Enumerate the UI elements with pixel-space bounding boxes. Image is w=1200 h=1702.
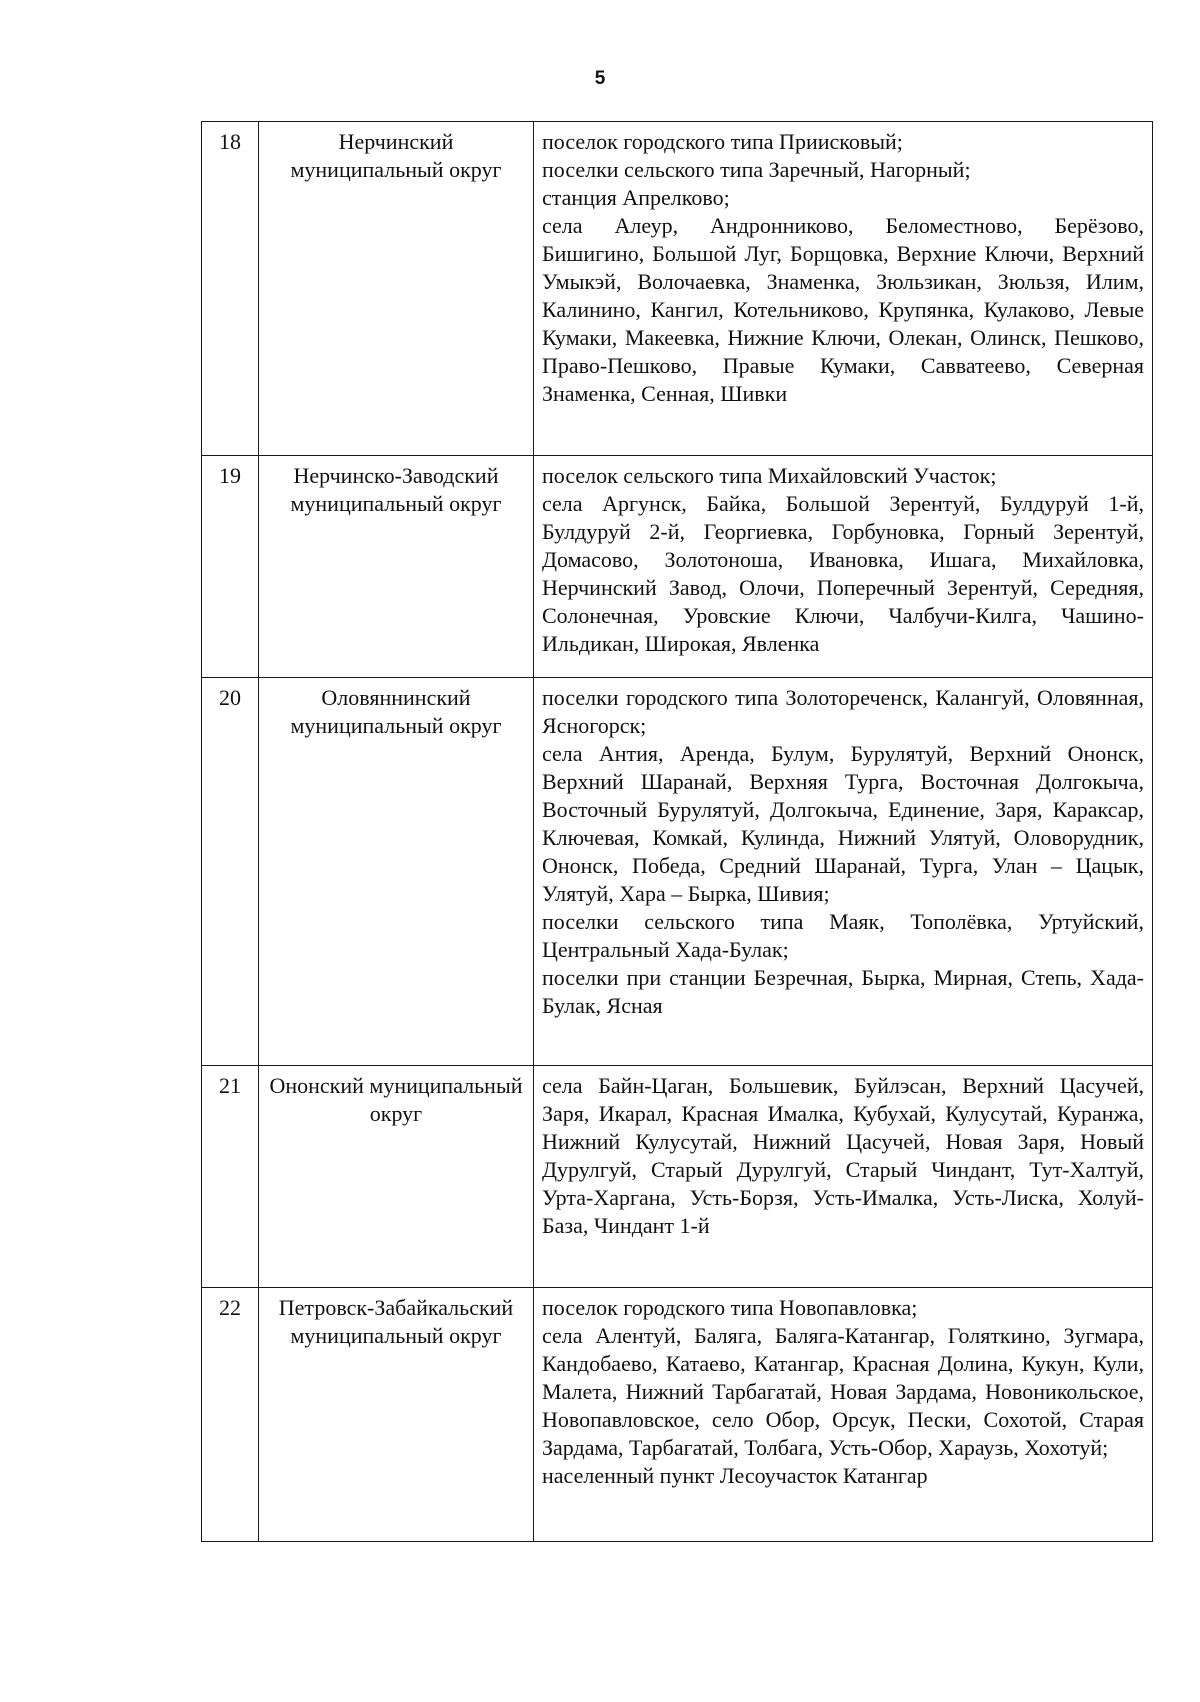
district-name: Ононский муниципальный округ (259, 1066, 534, 1288)
row-number: 18 (202, 122, 259, 456)
districts-table (201, 121, 1153, 1542)
settlement-line: поселки при станции Безречная, Бырка, Мирная, Степь, Хада-Булак, Ясная (542, 965, 1144, 1018)
row-number: 22 (202, 1288, 259, 1542)
settlement-line: села Алентуй, Баляга, Баляга-Катангар, Голяткино, Зугмара, Кандобаево, Катаево, Катангар, Красная Долина, Кукун, Кули, Малета, Нижний Тарбагатай, Новая Зардама, Новоникольское, Новопавловское, село Обор, Орсук, Пески, Сохотой, Старая Зардама, Тарбагатай, Толбага, Усть-Обор, Хараузь, Хохотуй; (542, 1323, 1144, 1460)
settlements-cell (534, 122, 1153, 456)
district-name: Петровск-Забайкальский муниципальный округ (259, 1288, 534, 1542)
settlements-cell (534, 1066, 1153, 1288)
district-name: Оловяннинский муниципальный округ (259, 678, 534, 1066)
settlement-line: поселки сельского типа Маяк, Тополёвка, Уртуйский, Центральный Хада-Булак; (542, 909, 1144, 962)
settlements-cell (534, 678, 1153, 1066)
table-row (202, 456, 1153, 678)
table-row (202, 1288, 1153, 1542)
settlement-line: поселок сельского типа Михайловский Участок; (542, 463, 997, 488)
row-number: 20 (202, 678, 259, 1066)
settlements-cell (534, 1288, 1153, 1542)
settlement-line: поселок городского типа Приисковый; (542, 129, 903, 154)
table-row (202, 678, 1153, 1066)
settlement-line: села Аргунск, Байка, Большой Зерентуй, Булдуруй 1-й, Булдуруй 2-й, Георгиевка, Горбуновка, Горный Зерентуй, Домасово, Золотоноша, Ивановка, Ишага, Михайловка, Нерчинский Завод, Олочи, Поперечный Зерентуй, Середняя, Солонечная, Уровские Ключи, Чалбучи-Килга, Чашино-Ильдикан, Широкая, Явленка (542, 491, 1144, 656)
settlement-line: села Антия, Аренда, Булум, Бурулятуй, Верхний Ононск, Верхний Шаранай, Верхняя Турга, Восточная Долгокыча, Восточный Бурулятуй, Долгокыча, Единение, Заря, Караксар, Ключевая, Комкай, Кулинда, Нижний Улятуй, Оловорудник, Ононск, Победа, Средний Шаранай, Турга, Улан – Цацык, Улятуй, Хара – Бырка, Шивия; (542, 741, 1144, 906)
page-number: 5 (594, 68, 606, 89)
settlement-line: поселки городского типа Золотореченск, Калангуй, Оловянная, Ясногорск; (542, 685, 1144, 738)
settlement-line: населенный пункт Лесоучасток Катангар (542, 1463, 928, 1488)
row-number: 19 (202, 456, 259, 678)
settlement-line: станция Апрелково; (542, 185, 730, 210)
district-name: Нерчинско-Заводский муниципальный округ (259, 456, 534, 678)
settlements-cell (534, 456, 1153, 678)
settlement-line: села Байн-Цаган, Большевик, Буйлэсан, Верхний Цасучей, Заря, Икарал, Красная Ималка, Кубухай, Кулусутай, Куранжа, Нижний Кулусутай, Нижний Цасучей, Новая Заря, Новый Дурулгуй, Старый Дурулгуй, Старый Чиндант, Тут-Халтуй, Урта-Харгана, Усть-Борзя, Усть-Ималка, Усть-Лиска, Холуй-База, Чиндант 1-й (542, 1073, 1144, 1238)
settlement-line: поселки сельского типа Заречный, Нагорный; (542, 157, 971, 182)
row-number: 21 (202, 1066, 259, 1288)
settlement-line: поселок городского типа Новопавловка; (542, 1295, 918, 1320)
table-row (202, 1066, 1153, 1288)
table-row (202, 122, 1153, 456)
district-name: Нерчинский муниципальный округ (259, 122, 534, 456)
settlement-line: села Алеур, Андронниково, Беломестново, Берёзово, Бишигино, Большой Луг, Борщовка, Верхние Ключи, Верхний Умыкэй, Волочаевка, Знаменка, Зюльзикан, Зюльзя, Илим, Калинино, Кангил, Котельниково, Крупянка, Кулаково, Левые Кумаки, Макеевка, Нижние Ключи, Олекан, Олинск, Пешково, Право-Пешково, Правые Кумаки, Савватеево, Северная Знаменка, Сенная, Шивки (542, 213, 1144, 406)
